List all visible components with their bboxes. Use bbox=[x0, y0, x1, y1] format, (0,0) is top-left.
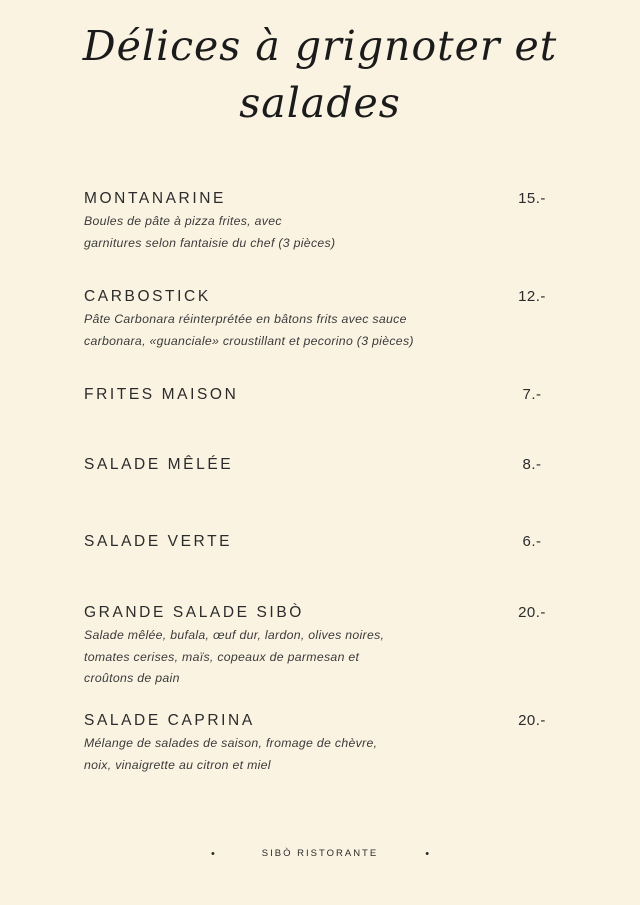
menu-item-carbostick bbox=[84, 287, 557, 352]
menu-item-description-line: garnitures selon fantaisie du chef (3 pièces) bbox=[84, 235, 336, 250]
menu-item-price: 6.- bbox=[522, 533, 542, 550]
menu-item-price: 7.- bbox=[522, 386, 542, 403]
menu-item-description-line: tomates cerises, maïs, copeaux de parmesan et bbox=[84, 649, 360, 664]
menu-item-frites-maison bbox=[84, 385, 557, 404]
menu-item-description-line: carbonara, «guanciale» croustillant et pecorino (3 pièces) bbox=[84, 333, 414, 348]
menu-item-description-line: Mélange de salades de saison, fromage de chèvre, bbox=[84, 736, 378, 750]
menu-item-name: MONTANARINE bbox=[84, 190, 226, 207]
menu-item-grande-salade-sibo bbox=[84, 603, 557, 690]
menu-item-price: 20.- bbox=[518, 604, 546, 621]
menu-item-description-line: noix, vinaigrette au citron et miel bbox=[84, 757, 271, 772]
restaurant-name: SIBÒ RISTORANTE bbox=[261, 848, 379, 859]
menu-item-price: 12.- bbox=[518, 288, 546, 305]
menu-item-salade-verte bbox=[84, 532, 557, 551]
bullet-icon: • bbox=[210, 848, 215, 860]
menu-item-description bbox=[84, 211, 557, 254]
menu-item-name: SALADE MÊLÉE bbox=[84, 456, 234, 473]
menu-item-description-line: croûtons de pain bbox=[84, 671, 180, 685]
menu-item-description-line: Pâte Carbonara réinterprétée en bâtons frits avec sauce bbox=[84, 312, 407, 326]
menu-item-name: CARBOSTICK bbox=[84, 288, 211, 305]
menu-item-price: 15.- bbox=[518, 190, 546, 207]
menu-item-salade-caprina bbox=[84, 711, 557, 776]
page-title bbox=[0, 18, 640, 132]
menu-item-description bbox=[84, 625, 557, 690]
menu-item-description bbox=[84, 733, 557, 776]
menu-item-description-line: Boules de pâte à pizza frites, avec bbox=[84, 214, 282, 228]
menu-item-name: SALADE CAPRINA bbox=[84, 712, 255, 729]
menu-item-price: 20.- bbox=[518, 712, 546, 729]
menu-item-salade-melee bbox=[84, 455, 557, 474]
menu-item-name: SALADE VERTE bbox=[84, 533, 233, 550]
menu-item-name: GRANDE SALADE SIBÒ bbox=[84, 604, 304, 621]
menu-item-description-line: Salade mêlée, bufala, œuf dur, lardon, olives noires, bbox=[84, 628, 385, 642]
page-title-line2: salades bbox=[239, 79, 401, 127]
bullet-icon: • bbox=[425, 848, 430, 860]
menu-item-name: FRITES MAISON bbox=[84, 386, 239, 403]
menu-item-price: 8.- bbox=[522, 456, 542, 473]
footer bbox=[0, 847, 640, 861]
menu-item-montanarine bbox=[84, 189, 557, 254]
page-title-line1: Délices à grignoter et bbox=[82, 22, 558, 70]
menu-item-description bbox=[84, 309, 557, 352]
